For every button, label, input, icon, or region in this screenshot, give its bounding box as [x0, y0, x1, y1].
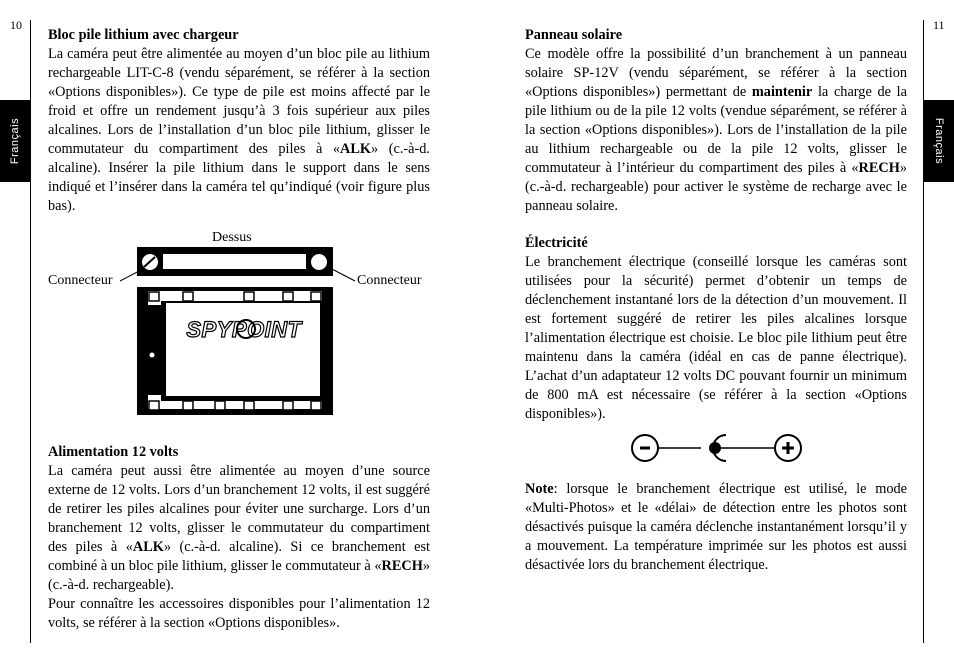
section-body-accessories: Pour connaître les accessoires disponibles pour l’alimentation 12 volts, se référer à la section «Options disponibles». [48, 596, 430, 631]
section-title: Bloc pile lithium avec chargeur [48, 27, 239, 43]
page-number-right: 11 [933, 18, 945, 32]
spypoint-logo: SPYPOINT [186, 317, 302, 342]
section-body: Ce modèle offre la possibilité d’un branchement à un panneau solaire SP-12V (vendu séparément, se référer à la section «Options disponibles») permettant de maintenir la charge de la pile lithium ou de la pile 12 volts (vendue séparément, se référer à la section «Options disponibles»). Lors de l’installation de la pile au lithium rechargeable ou de la pile 12 volts, glisser le commutateur à l’intérieur du compartiment des piles à «RECH» (c.-à-d. rechargeable) pour activer le système de recharge avec le panneau solaire. [525, 46, 908, 214]
side-tab-right [924, 100, 954, 182]
section-solar [525, 26, 907, 216]
side-tab-label: Français [933, 117, 945, 165]
section-title: Électricité [525, 235, 588, 251]
note-body: Note: lorsque le branchement électrique est utilisé, le mode «Multi-Photos» et le «délai» de détection entre les photos sont désactivés puisque la caméra déclenche instantanément lorsqu’il y a mouvement. La température imprimée sur les photos est aussi désactivée lors du branchement électrique. [525, 481, 907, 573]
section-title: Alimentation 12 volts [48, 444, 179, 460]
section-body: Le branchement électrique (conseillé lorsque les caméras sont utilisées pour la sécurité) permet d’obtenir un temps de déclenchement instantané lors de la détection d’un mouvement. Il est fortement suggéré de retirer les piles alcalines lorsque l’alimentation électrique est choisie. Le bloc pile lithium peut être maintenu dans la caméra (idéal en cas de panne électrique). L’achat d’un adaptateur 12 volts DC pouvant fournir un minimum de 800 mA est nécessaire (se référer à la section «Options disponibles»). [525, 254, 907, 422]
page-number-left: 10 [10, 18, 22, 32]
connector-right-dot [311, 254, 327, 270]
section-body: La caméra peut aussi être alimentée au moyen d’une source externe de 12 volts. Lors d’un branchement 12 volts, il est suggéré de retirer les piles alcalines pour éviter une surcharge. Lors d’un branchement 12 volts, glisser le commutateur du compartiment des piles à «ALK» (c.-à-d. alcaline). Si ce branchement est combiné à un bloc pile lithium, glisser le commutateur à «RECH» (c.-à-d. rechargeable). [48, 463, 430, 593]
section-body: La caméra peut être alimentée au moyen d’un bloc pile au lithium rechargeable LIT-C-8 (vendu séparément, se référer à la section «Options disponibles»). Ce type de pile est moins affecté par le froid et offre un rendement jusqu’à 3 fois supérieur aux piles alcalines. Lors de l’installation d’un bloc pile lithium, glisser le commutateur du compartiment des piles à «ALK» (c.-à-d. alcaline). Insérer la pile lithium dans le support dans le sens indiqué et l’insérer dans la caméra tel qu’indiqué (voir figure plus bas). [48, 46, 430, 214]
section-title: Panneau solaire [525, 27, 623, 43]
side-tab-label: Français [9, 117, 21, 165]
margin-rule-right [923, 20, 924, 643]
section-note [525, 480, 907, 575]
section-12v [48, 443, 430, 633]
figure-label-left: Connecteur [48, 273, 113, 288]
figure-label-top: Dessus [212, 230, 252, 245]
section-electricity [525, 234, 907, 424]
connector-line-right [330, 268, 355, 281]
figure-label-right: Connecteur [357, 273, 422, 288]
